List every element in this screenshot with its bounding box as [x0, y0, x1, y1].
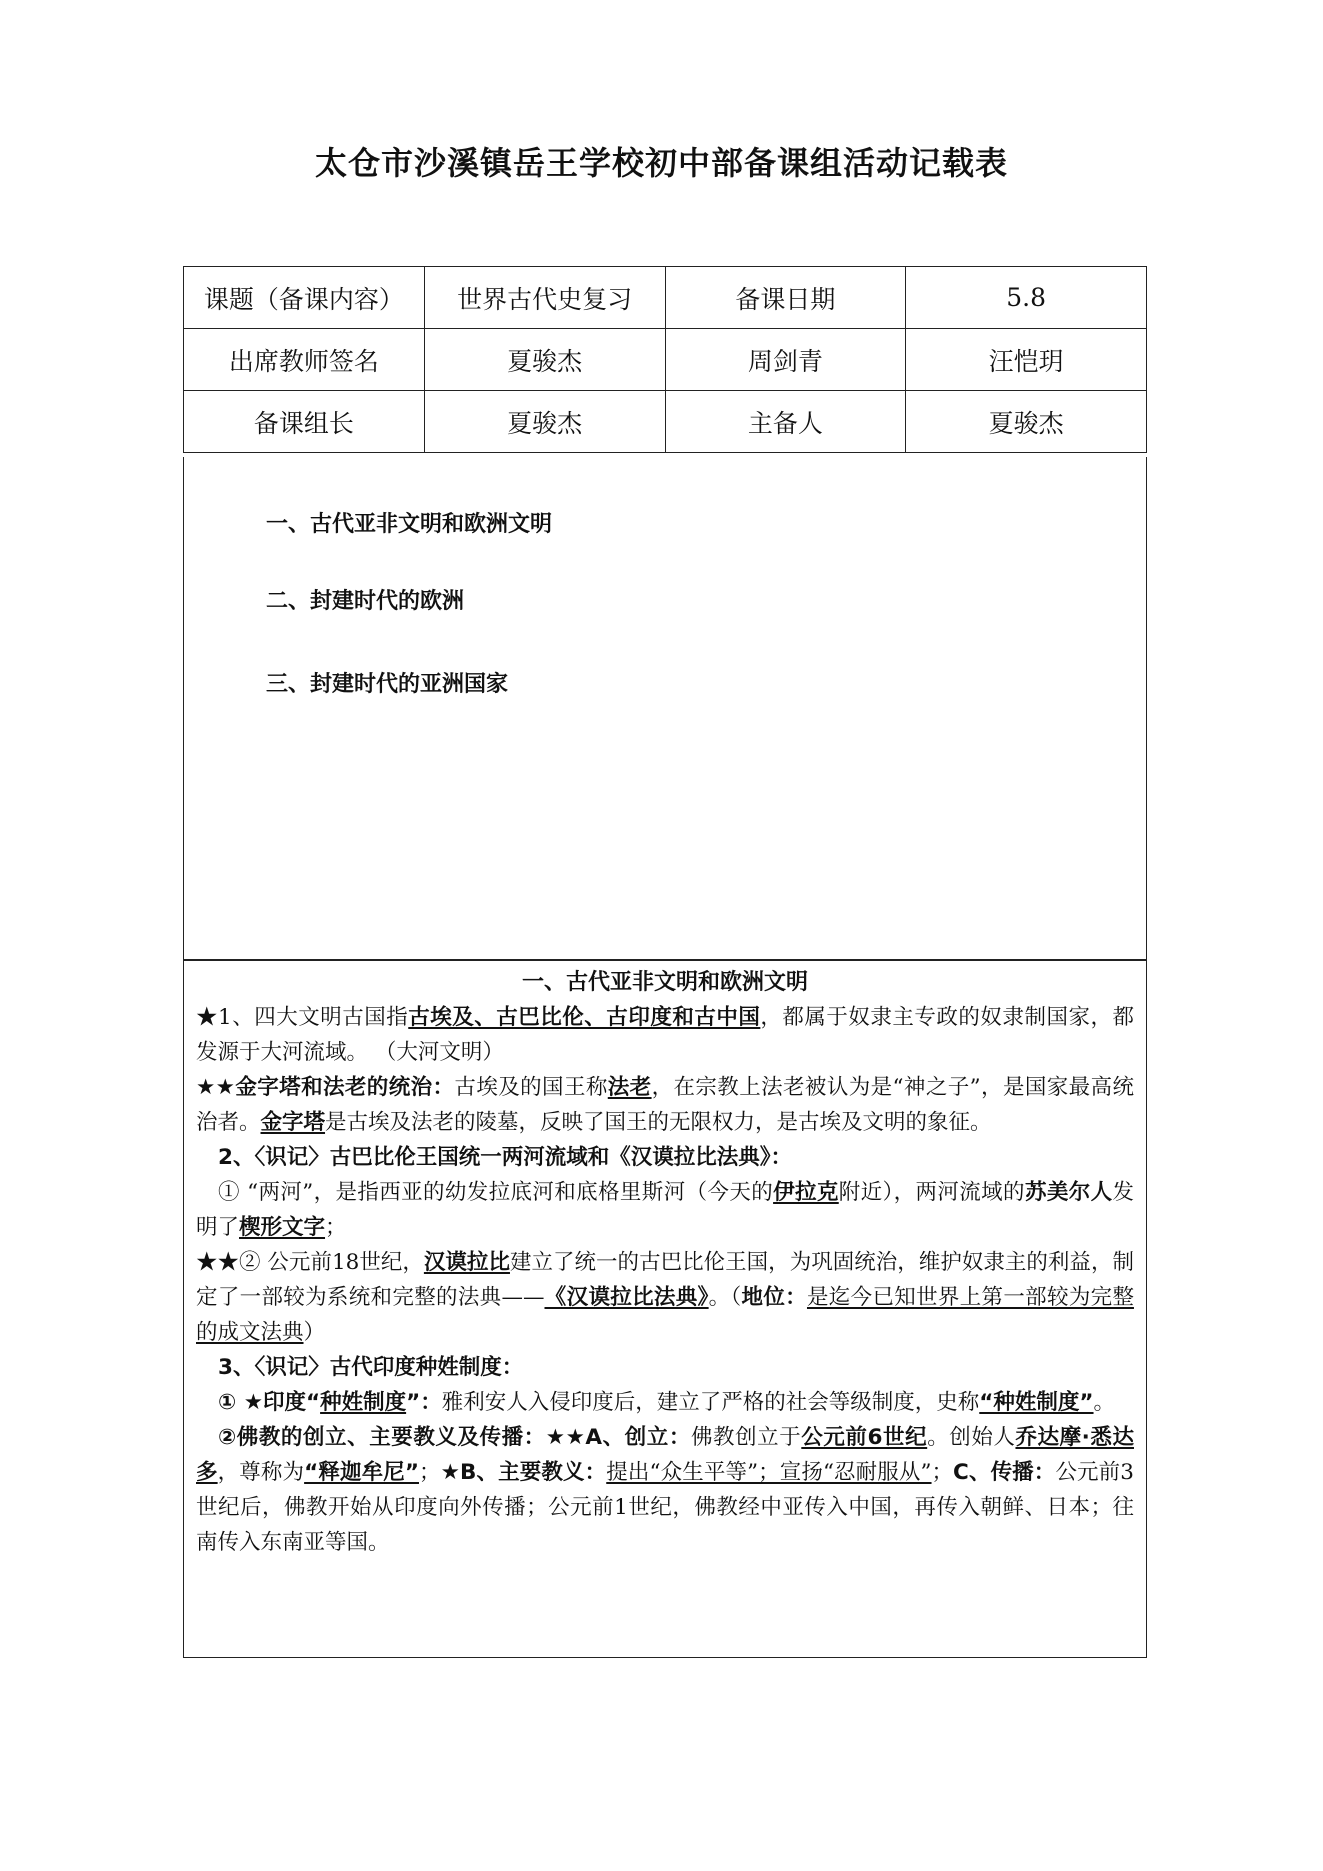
- underlined-answer: 《汉谟拉比法典》: [544, 1285, 709, 1310]
- date-value: 5.8: [906, 267, 1147, 329]
- text: 附近），两河流域的: [838, 1180, 1025, 1205]
- paragraph: [196, 1140, 1134, 1175]
- page-title: 太仓市沙溪镇岳王学校初中部备课组活动记载表: [314, 144, 1008, 182]
- outline-item: 三、封建时代的亚洲国家: [266, 672, 509, 697]
- text: 建立了统一的古巴比伦王国，为巩固统治，维护奴隶主的利益，制定了一部较为系统和完整的法典——: [196, 1250, 1134, 1310]
- text: 是古埃及法老的陵墓，反映了国王的无限权力，是古埃及文明的象征。: [325, 1110, 992, 1135]
- text: 。: [1093, 1390, 1116, 1415]
- notes-box: [183, 960, 1147, 1658]
- underlined-answer: 是迄今已知世界上第一部较为完整的成文法典: [196, 1285, 1134, 1345]
- underlined-answer: 楔形文字: [239, 1215, 326, 1240]
- bold-heading: ★★金字塔和法老的统治：: [196, 1075, 455, 1100]
- paragraph: [196, 1420, 1134, 1560]
- table-row: [184, 267, 1147, 329]
- underlined-answer: 法老: [607, 1075, 652, 1100]
- underlined-answer: 乔达摩·悉达多: [196, 1425, 1134, 1485]
- underlined-answer: 伊拉克: [773, 1180, 839, 1205]
- underlined-answer: “释迦牟尼”: [304, 1460, 419, 1485]
- text: 发明了: [196, 1180, 1134, 1240]
- outline-box: [183, 457, 1147, 960]
- main-preparer-label: 主备人: [665, 391, 906, 453]
- underlined-answer: 金字塔: [260, 1110, 326, 1135]
- paragraph: [196, 1175, 1134, 1245]
- teacher-name: 汪恺玥: [906, 329, 1147, 391]
- paragraph: [196, 1385, 1134, 1420]
- text: ，在宗教上法老被认为是“神之子”，是国家最高统治者。: [196, 1075, 1134, 1135]
- text: ）: [303, 1320, 326, 1345]
- text: 佛教创立于: [690, 1425, 802, 1450]
- text: ★★② 公元前18世纪，: [196, 1250, 424, 1275]
- date-label: 备课日期: [665, 267, 906, 329]
- group-leader-value: 夏骏杰: [424, 391, 665, 453]
- topic-label: 课题（备课内容）: [184, 267, 425, 329]
- underlined-answer: 提出“众生平等”；宣扬“忍耐服从”: [606, 1460, 932, 1485]
- teacher-name: 周剑青: [665, 329, 906, 391]
- text: ★1、四大文明古国指: [196, 1005, 409, 1030]
- text: ，都属于奴隶主专政的奴隶制国家，都发源于大河流域。 （大河文明）: [196, 1005, 1134, 1065]
- bold-text: ”：: [406, 1390, 442, 1415]
- text: 公元前3世纪后，佛教开始从印度向外传播；公元前1世纪，佛教经中亚传入中国，再传入朝鲜、日本；往南传入东南亚等国。: [196, 1460, 1134, 1555]
- text: ；: [325, 1215, 347, 1240]
- text: ；: [931, 1460, 954, 1485]
- topic-value: 世界古代史复习: [424, 267, 665, 329]
- text: ；: [418, 1460, 441, 1485]
- paragraph: [196, 1000, 1134, 1070]
- outline-item: 二、封建时代的欧洲: [266, 589, 465, 614]
- text: 雅利安人入侵印度后，建立了严格的社会等级制度，史称: [441, 1390, 980, 1415]
- group-leader-label: 备课组长: [184, 391, 425, 453]
- bold-text: ★B、主要教义：: [440, 1460, 607, 1485]
- underlined-answer: “种姓制度”: [979, 1390, 1094, 1415]
- paragraph: [196, 1245, 1134, 1350]
- text: ，尊称为: [217, 1460, 305, 1485]
- outline-item: 一、古代亚非文明和欧洲文明: [266, 512, 553, 537]
- bold-text: 地位：: [741, 1285, 807, 1310]
- underlined-answer: 公元前6世纪: [801, 1425, 928, 1450]
- bold-heading: 3、〈识记〉古代印度种姓制度：: [218, 1355, 524, 1380]
- paragraph: [196, 1070, 1134, 1140]
- bold-heading: ②佛教的创立、主要教义及传播：★★A、创立：: [218, 1425, 691, 1450]
- underlined-answer: 汉谟拉比: [423, 1250, 510, 1275]
- underlined-answer: 种姓制度: [320, 1390, 407, 1415]
- text: 古埃及的国王称: [454, 1075, 608, 1100]
- info-table: [183, 266, 1147, 453]
- bold-heading: 2、〈识记〉古巴比伦王国统一两河流域和《汉谟拉比法典》：: [218, 1145, 792, 1170]
- section-title: 一、古代亚非文明和欧洲文明: [521, 970, 808, 995]
- bold-text: C、传播：: [953, 1460, 1056, 1485]
- bold-text: ① ★印度“: [218, 1390, 321, 1415]
- text: 。创始人: [927, 1425, 1016, 1450]
- table-row: [184, 391, 1147, 453]
- bold-text: 苏美尔人: [1024, 1180, 1113, 1205]
- attendance-label: 出席教师签名: [184, 329, 425, 391]
- underlined-answer: 古埃及、古巴比伦、古印度和古中国: [408, 1005, 761, 1030]
- paragraph: [196, 1350, 1134, 1385]
- text: 。（: [708, 1285, 742, 1310]
- table-row: [184, 329, 1147, 391]
- main-preparer-value: 夏骏杰: [906, 391, 1147, 453]
- teacher-name: 夏骏杰: [424, 329, 665, 391]
- text: ① “两河”，是指西亚的幼发拉底河和底格里斯河（今天的: [218, 1180, 774, 1205]
